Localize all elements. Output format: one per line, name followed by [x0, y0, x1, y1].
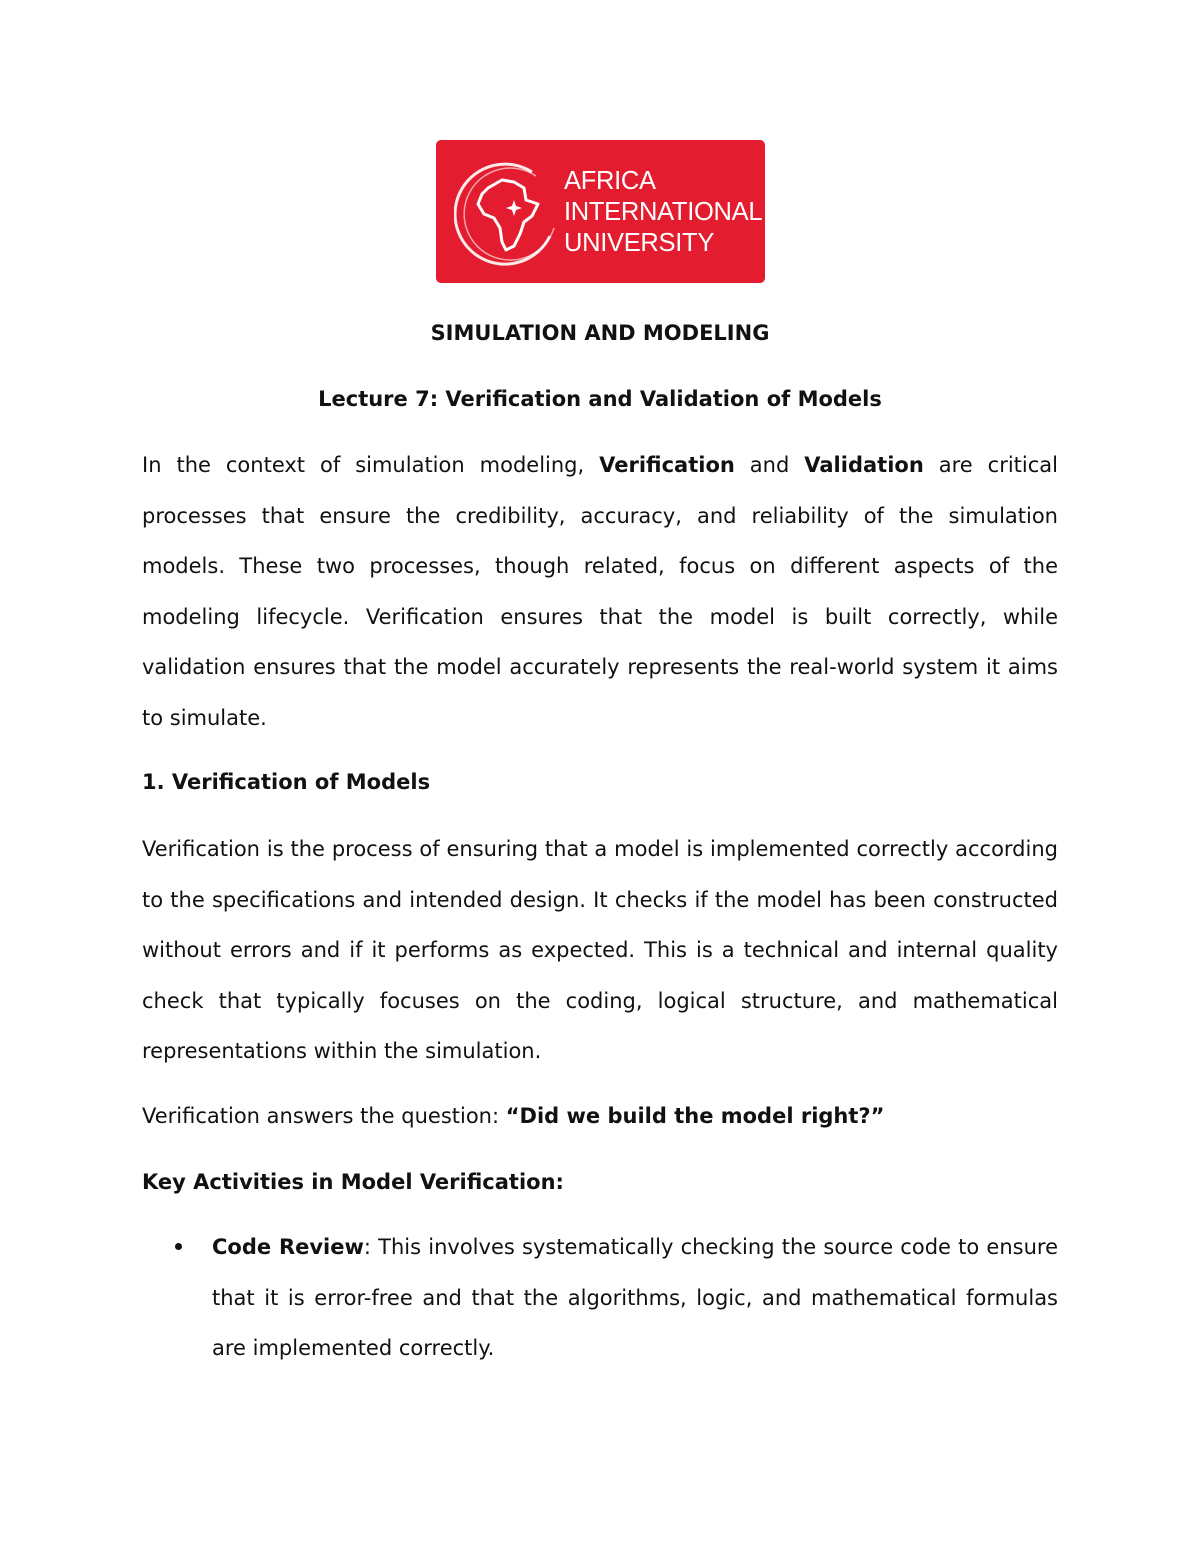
document-title: SIMULATION AND MODELING	[430, 321, 770, 345]
intro-text-2: and	[734, 453, 805, 477]
bullet-description: : This involves systematically checking the source code to ensure that it is error-free and that the algorithms, logic, and mathematical formulas are implemented correctly.	[212, 1235, 1058, 1360]
bullet-icon	[175, 1243, 182, 1250]
intro-term-verification: Verification	[599, 453, 735, 477]
question-line	[142, 1091, 1058, 1142]
africa-map-icon	[454, 158, 564, 268]
logo-line-africa: AFRICA	[564, 167, 656, 195]
bullet-term: Code Review	[212, 1235, 364, 1259]
question-quote: “Did we build the model right?”	[505, 1104, 885, 1128]
intro-text-1: In the context of simulation modeling,	[142, 453, 600, 477]
section1-heading: 1. Verification of Models	[142, 770, 431, 794]
logo-line-international: INTERNATIONAL	[564, 198, 763, 226]
university-logo	[436, 140, 765, 283]
logo-line-university: UNIVERSITY	[564, 229, 715, 257]
section1-paragraph: Verification is the process of ensuring that a model is implemented correctly according to the specifications and intended design. It checks if the model has been constructed without errors and if it performs as expected. This is a technical and internal quality check that typically focuses on the coding, logical structure, and mathematical representations within the simulation.	[142, 837, 1058, 1063]
lecture-subtitle: Lecture 7: Verification and Validation of Models	[318, 387, 882, 411]
intro-term-validation: Validation	[804, 453, 924, 477]
bullet-text	[212, 1222, 1058, 1374]
key-activities-list	[142, 1222, 1058, 1374]
intro-paragraph	[142, 440, 1058, 743]
key-activities-heading: Key Activities in Model Verification:	[142, 1170, 564, 1194]
question-lead: Verification answers the question:	[142, 1104, 506, 1128]
intro-text-3: are critical processes that ensure the credibility, accuracy, and reliability of the simulation models. These two processes, though related, focus on different aspects of the modeling lifecycle. Verification ensures that the model is built correctly, while validation ensures that the model accurately represents the real-world system it aims to simulate.	[142, 453, 1058, 730]
list-item	[142, 1222, 1058, 1374]
